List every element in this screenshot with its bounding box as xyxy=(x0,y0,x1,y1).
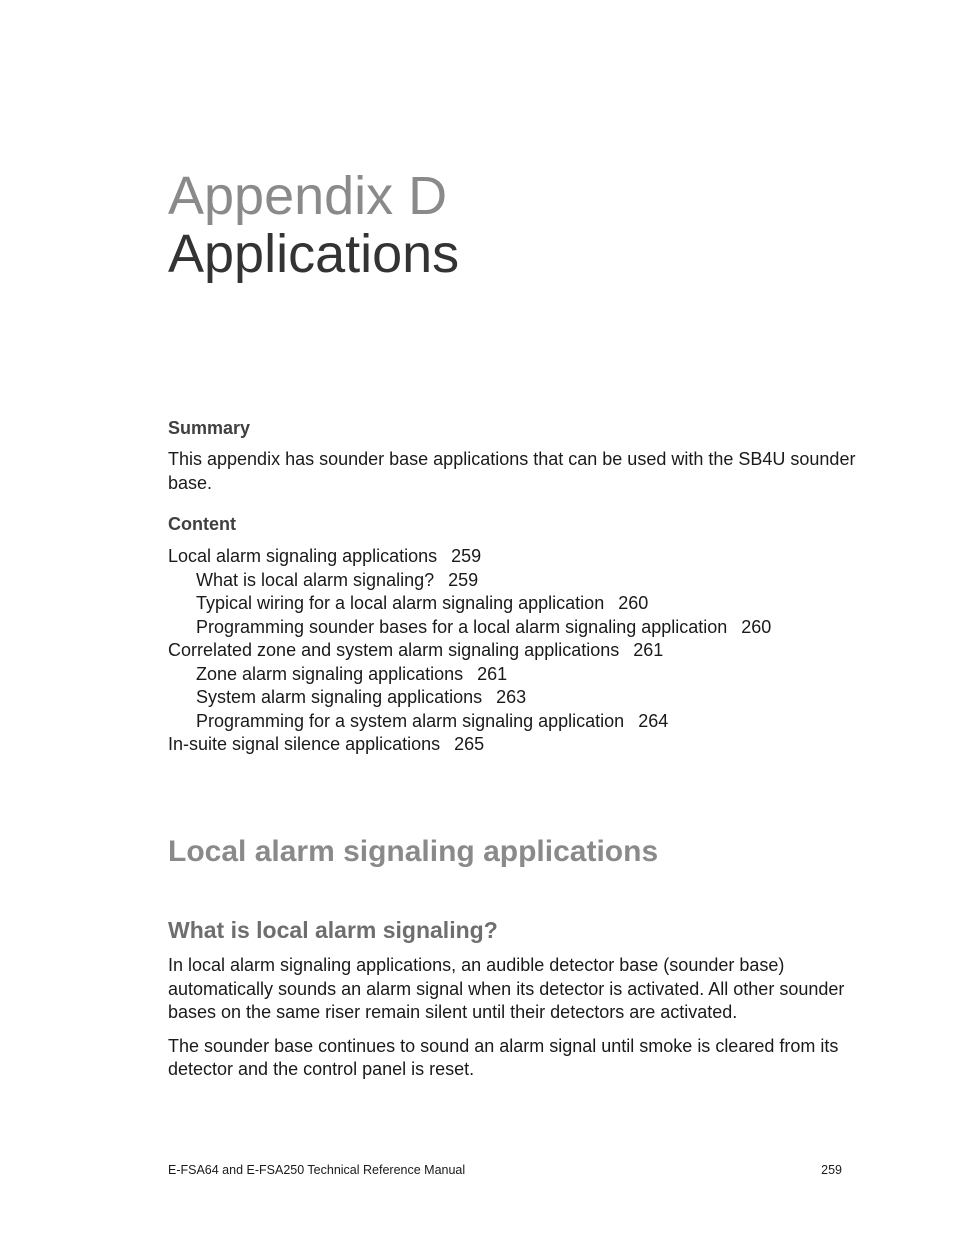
toc-entry-page: 261 xyxy=(477,663,508,684)
body-paragraph: In local alarm signaling applications, an audible detector base (sounder base) automatically sounds an alarm signal when its detector is activated. All other sounder bases on the same riser remain silent until their detectors are activated. xyxy=(168,955,845,1022)
chapter-label: Appendix D xyxy=(168,166,448,226)
toc-entry[interactable] xyxy=(168,639,858,663)
toc-entry-title: Local alarm signaling applications xyxy=(168,546,438,566)
toc-entry-title: Programming sounder bases for a local alarm signaling application xyxy=(196,616,728,637)
toc-entry-page: 263 xyxy=(496,687,527,707)
footer-manual-title: E-FSA64 and E-FSA250 Technical Reference Manual xyxy=(168,1163,466,1177)
toc-entry-page: 264 xyxy=(638,710,669,731)
toc-entry-page: 265 xyxy=(454,734,485,754)
body-paragraph: The sounder base continues to sound an alarm signal until smoke is cleared from its detector and the control panel is reset. xyxy=(168,1035,839,1079)
toc-entry-page: 259 xyxy=(448,569,479,590)
summary-text: This appendix has sounder base applications that can be used with the SB4U sounder base. xyxy=(168,449,856,493)
toc-entry[interactable] xyxy=(168,710,858,734)
document-page xyxy=(168,0,858,1235)
toc-entry-title: What is local alarm signaling? xyxy=(196,569,435,590)
toc-entry[interactable] xyxy=(168,616,858,640)
toc-entry-title: Programming for a system alarm signaling application xyxy=(196,710,625,731)
toc-entry[interactable] xyxy=(168,569,858,593)
section-body xyxy=(168,954,858,1082)
footer-page-number: 259 xyxy=(821,1163,842,1177)
toc-entry[interactable] xyxy=(168,686,858,710)
content-section xyxy=(168,513,858,757)
section-heading: Local alarm signaling applications xyxy=(168,835,659,868)
toc-entry[interactable] xyxy=(168,545,858,569)
toc-entry-title: Correlated zone and system alarm signaling applications xyxy=(168,640,620,660)
toc-entry-page: 259 xyxy=(451,546,482,566)
summary-section xyxy=(168,417,858,495)
toc-entry-page: 261 xyxy=(633,640,664,660)
chapter-title: Applications xyxy=(168,224,460,284)
content-heading: Content xyxy=(168,514,236,534)
toc-entry-title: Typical wiring for a local alarm signaling application xyxy=(196,593,605,613)
toc-entry-page: 260 xyxy=(618,593,649,613)
toc-entry[interactable] xyxy=(168,663,858,687)
toc-entry-page: 260 xyxy=(741,616,772,637)
toc-entry[interactable] xyxy=(168,592,858,616)
toc-entry[interactable] xyxy=(168,733,858,757)
summary-heading: Summary xyxy=(168,418,251,438)
table-of-contents xyxy=(168,545,858,757)
subsection-heading: What is local alarm signaling? xyxy=(168,917,498,943)
toc-entry-title: Zone alarm signaling applications xyxy=(196,663,464,684)
toc-entry-title: System alarm signaling applications xyxy=(196,687,483,707)
toc-entry-title: In-suite signal silence applications xyxy=(168,734,441,754)
